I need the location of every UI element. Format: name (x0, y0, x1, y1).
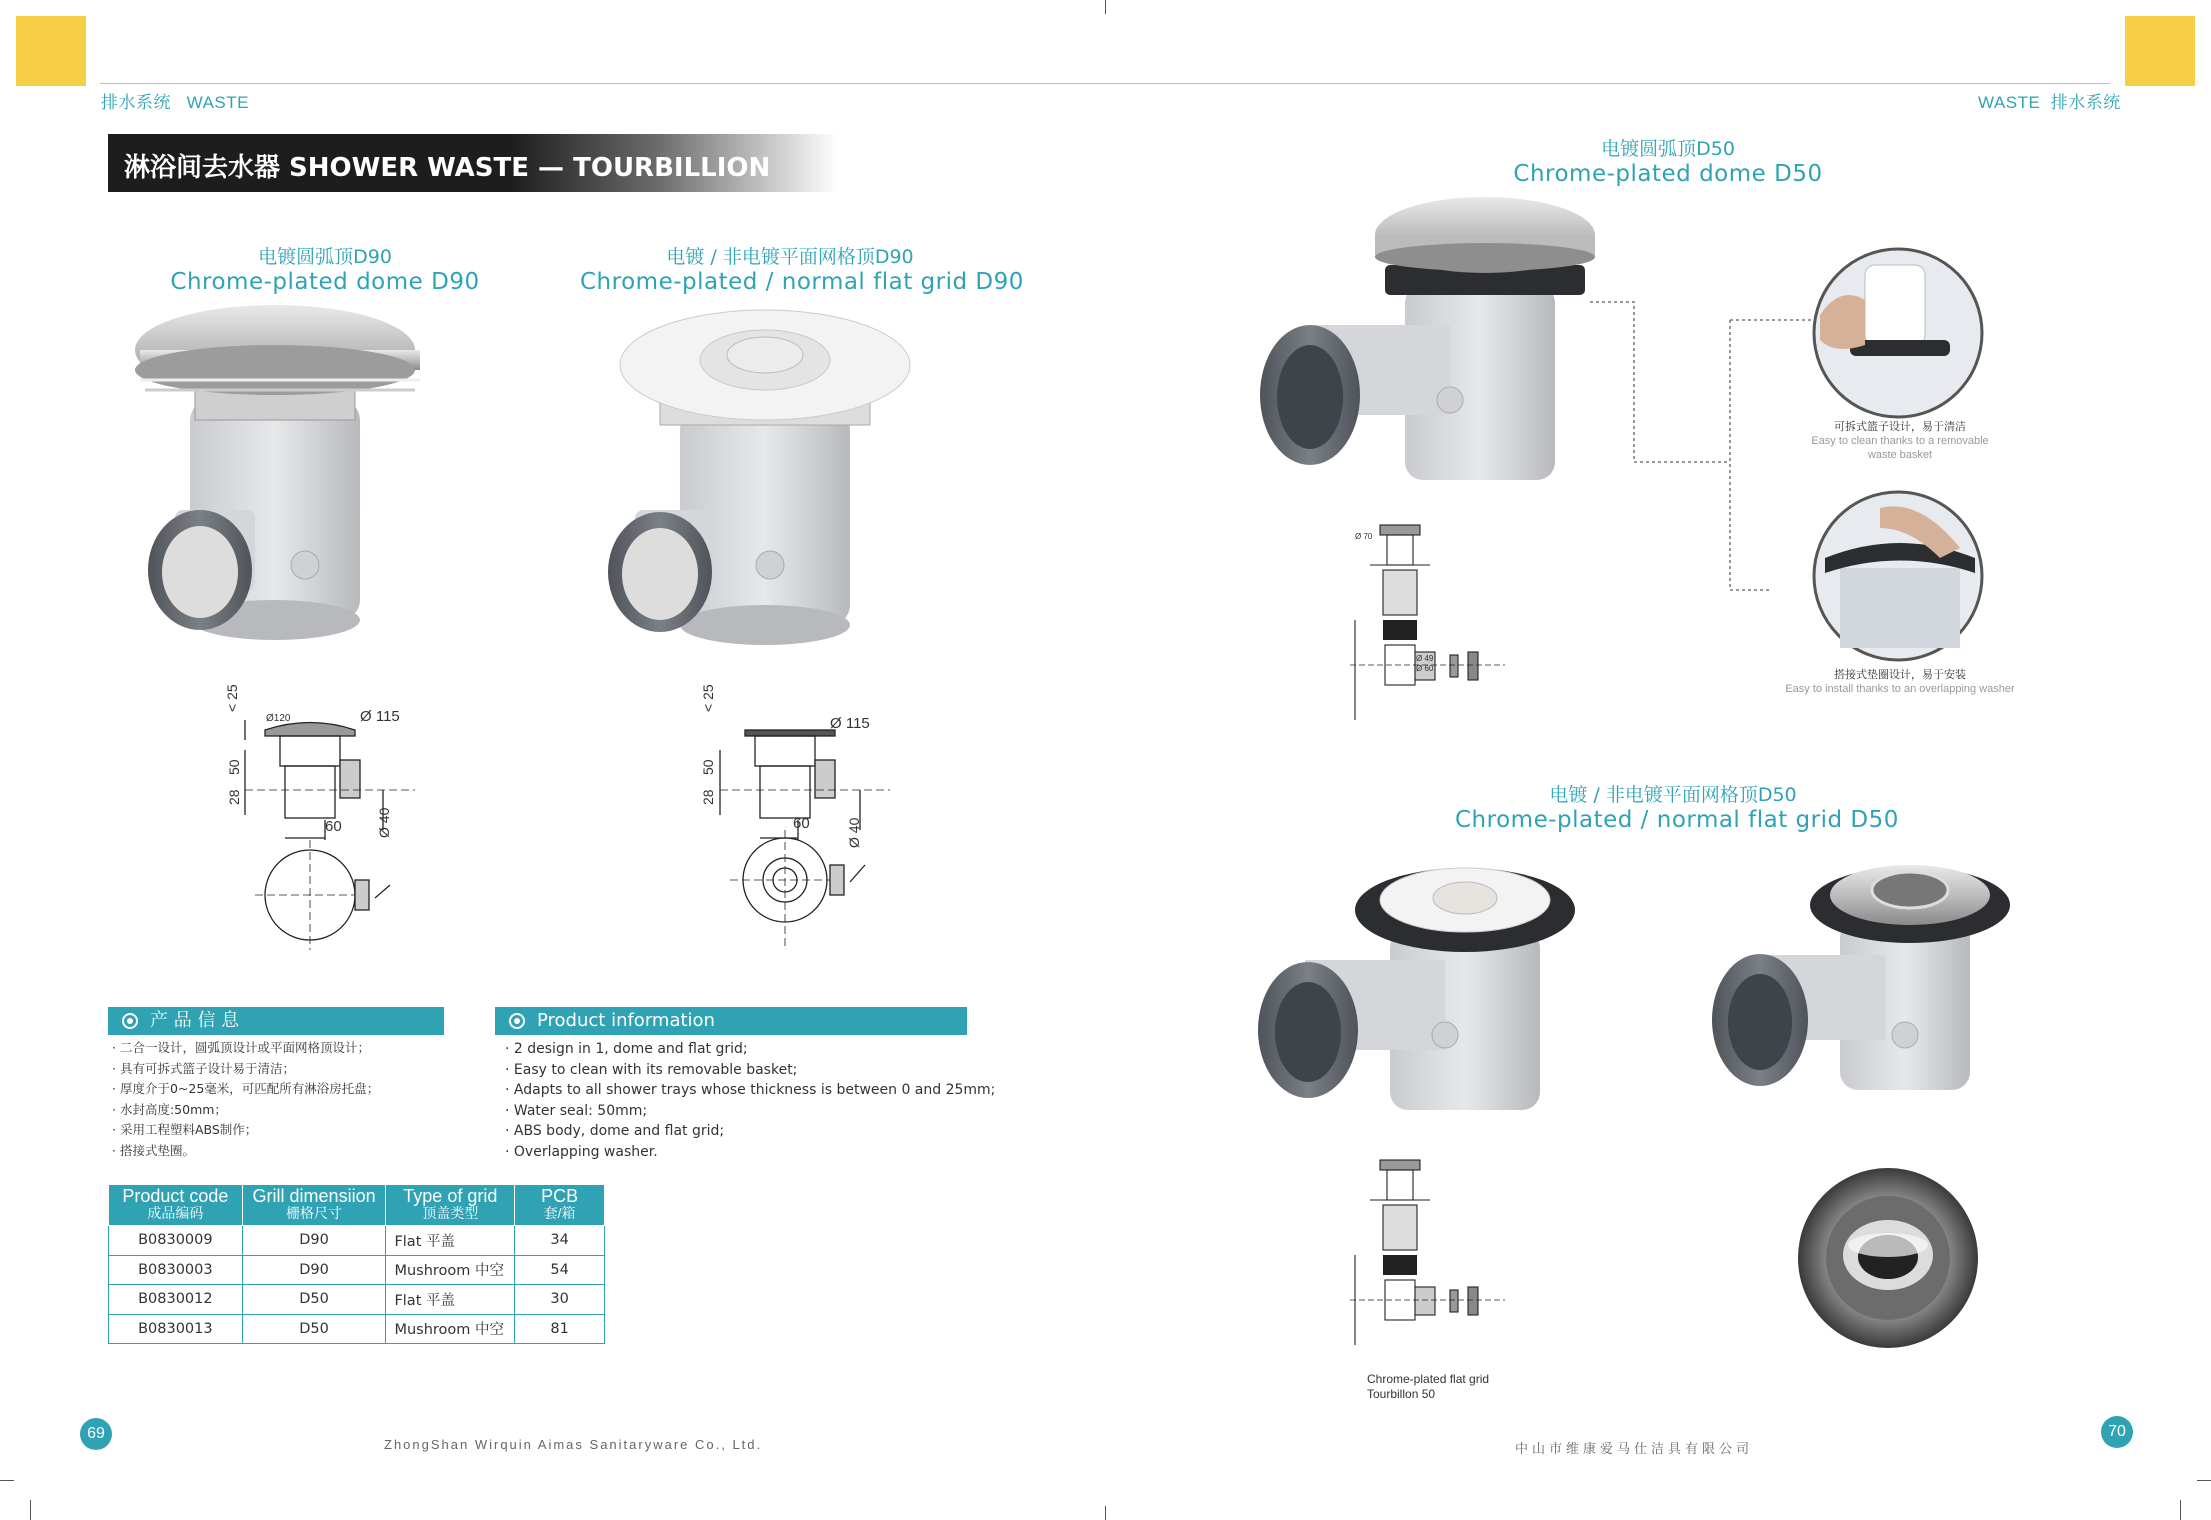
header-rule (100, 83, 2110, 84)
info-title-en: Product information (537, 1010, 715, 1031)
col-header: Grill dimensiion 栅格尺寸 (242, 1185, 386, 1226)
list-item: · 2 design in 1, dome and flat grid; (505, 1039, 995, 1060)
dim-h50: 50 (700, 759, 716, 775)
list-item: · ABS body, dome and flat grid; (505, 1121, 995, 1142)
caption-d90-dome (170, 242, 480, 295)
technical-drawing-d50-dome (1340, 520, 1520, 730)
list-item: · 水封高度:50mm； (112, 1100, 379, 1121)
company-name-zh: 中山市维康爱马仕洁具有限公司 (1515, 1441, 1754, 1456)
table-row: B0830009 D90 Flat 平盖 34 (109, 1226, 605, 1256)
dim-w60: 60 (793, 815, 810, 832)
page-number-left: 69 (80, 1418, 112, 1450)
col-header: Type of grid 顶盖类型 (386, 1185, 515, 1226)
dim-d40: Ø 40 (376, 807, 392, 838)
dim-h28: 28 (226, 789, 242, 805)
col-header: Product code 成品编码 (109, 1185, 243, 1226)
caption-en: Chrome-plated / normal flat grid D90 (580, 269, 1024, 295)
caption-d50-flat (1455, 780, 1899, 833)
flat50-caption-line1: Chrome-plated flat grid (1367, 1372, 1490, 1386)
flat50-caption-line2: Tourbillon 50 (1367, 1387, 1436, 1401)
product-image-d50-flat-white (1250, 860, 1610, 1120)
company-name-en: ZhongShan Wirquin Aimas Sanitaryware Co., Ltd. (384, 1437, 763, 1452)
feature-basket-zh: 可拆式篮子设计，易于清洁 (1834, 421, 1966, 433)
product-image-d90-flat (600, 310, 940, 650)
feature-basket-en: Easy to clean thanks to a removable waste basket (1811, 435, 1989, 461)
chrome-grid-closeup (1795, 1165, 1985, 1355)
dim-d115: Ø 115 (360, 708, 400, 725)
list-item: · Overlapping washer. (505, 1142, 995, 1163)
list-item: · 二合一设计，圆弧顶设计或平面网格顶设计； (112, 1038, 379, 1059)
product-image-d50-dome (1255, 205, 1615, 495)
header-left-label: 排水系统 WASTE (101, 93, 249, 112)
banner-title: 淋浴间去水器 SHOWER WASTE — TOURBILLION (124, 153, 771, 183)
bullet-icon (509, 1013, 525, 1029)
flat50-caption (1367, 1372, 1489, 1402)
product-image-d50-flat-chrome (1700, 860, 2040, 1120)
dim-d120: Ø120 (266, 713, 291, 724)
caption-en: Chrome-plated dome D50 (1513, 161, 1823, 187)
info-bar-en (495, 1007, 967, 1035)
dim-h50: 50 (226, 759, 242, 775)
table-header-row (109, 1185, 605, 1226)
product-table (108, 1184, 605, 1344)
technical-drawing-d90-flat (700, 690, 920, 960)
dim-h28: 28 (700, 789, 716, 805)
crop-mark (1105, 0, 1106, 14)
crop-mark (30, 1500, 31, 1520)
detail-washer-image (1810, 488, 1990, 668)
info-bar-zh (108, 1007, 444, 1035)
caption-zh: 电镀 / 非电镀平面网格顶D50 (1549, 784, 1797, 806)
caption-en: Chrome-plated dome D90 (170, 269, 480, 295)
detail-basket-image (1810, 245, 1990, 425)
caption-zh: 电镀 / 非电镀平面网格顶D90 (666, 246, 914, 268)
dim-d49: Ø 49 (1416, 654, 1434, 663)
crop-mark (1105, 1506, 1106, 1520)
dim-w60: 60 (325, 818, 342, 835)
table-row: B0830013 D50 Mushroom 中空 81 (109, 1314, 605, 1344)
feature-basket (1760, 420, 2040, 462)
corner-block-left (16, 16, 86, 86)
dim-d40: Ø 40 (846, 817, 862, 848)
crop-mark (0, 1480, 14, 1481)
caption-d50-dome (1500, 134, 1836, 187)
technical-drawing-d50-flat (1340, 1155, 1520, 1355)
info-list-zh (112, 1038, 379, 1161)
list-item: · 具有可拆式篮子设计易于清洁； (112, 1059, 379, 1080)
list-item: · 搭接式垫圈。 (112, 1141, 379, 1162)
feature-washer (1760, 668, 2040, 696)
dim-d115: Ø 115 (830, 715, 870, 732)
feature-washer-en: Easy to install thanks to an overlapping washer (1785, 683, 2015, 695)
dim-d60: Ø 60 (1416, 664, 1434, 673)
table-row: B0830012 D50 Flat 平盖 30 (109, 1285, 605, 1315)
list-item: · Adapts to all shower trays whose thickness is between 0 and 25mm; (505, 1080, 995, 1101)
feature-washer-zh: 搭接式垫圈设计，易于安装 (1834, 669, 1966, 681)
product-image-d90-dome (140, 310, 480, 650)
caption-en: Chrome-plated / normal flat grid D50 (1455, 807, 1899, 833)
list-item: · 采用工程塑料ABS制作； (112, 1120, 379, 1141)
section-banner (108, 134, 838, 192)
caption-d90-flat (580, 242, 1024, 295)
corner-block-right (2125, 16, 2195, 86)
list-item: · Water seal: 50mm; (505, 1101, 995, 1122)
caption-zh: 电镀圆弧顶D50 (1601, 138, 1735, 160)
info-list-en (505, 1039, 995, 1162)
list-item: · 厚度介于0~25毫米，可匹配所有淋浴房托盘； (112, 1079, 379, 1100)
col-header: PCB 套/箱 (515, 1185, 605, 1226)
crop-mark (2180, 1500, 2181, 1520)
dim-lt25: < 25 (224, 684, 240, 712)
header-right-label: WASTE 排水系统 (1978, 93, 2121, 112)
caption-zh: 电镀圆弧顶D90 (258, 246, 392, 268)
dim-lt25: < 25 (700, 684, 716, 712)
dim-d70: Ø 70 (1355, 532, 1373, 541)
info-title-zh: 产 品 信 息 (150, 1010, 240, 1031)
crop-mark (2197, 1480, 2211, 1481)
table-row: B0830003 D90 Mushroom 中空 54 (109, 1255, 605, 1285)
bullet-icon (122, 1013, 138, 1029)
page-number-right: 70 (2101, 1416, 2133, 1448)
list-item: · Easy to clean with its removable basket; (505, 1060, 995, 1081)
